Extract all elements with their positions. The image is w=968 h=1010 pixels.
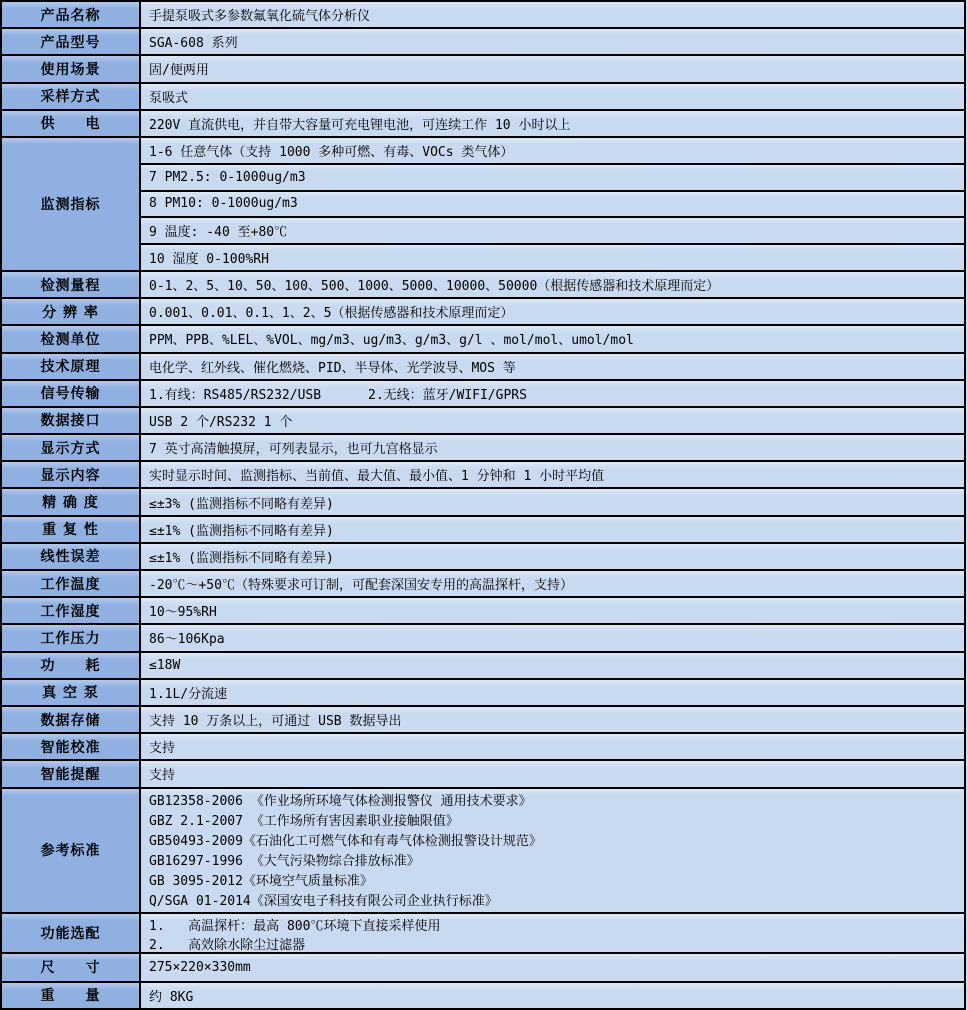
spec-row-smart-reminder <box>2 761 964 788</box>
spec-row-reference-standards <box>2 789 964 914</box>
spec-row-monitor-indicators <box>2 138 964 272</box>
row-value: 支持 <box>141 761 964 786</box>
spec-row-power <box>2 111 964 138</box>
spec-row-working-temp <box>2 571 964 598</box>
spec-row-smart-calibration <box>2 734 964 761</box>
row-label: 采样方式 <box>2 84 141 109</box>
monitor-item: 1-6 任意气体（支持 1000 多种可燃、有毒、VOCs 类气体） <box>141 138 964 165</box>
spec-row-accuracy <box>2 489 964 516</box>
standard-line: GB 3095-2012《环境空气质量标准》 <box>149 874 373 889</box>
row-value: 220V 直流供电，并自带大容量可充电锂电池，可连续工作 10 小时以上 <box>141 111 964 136</box>
spec-row-working-pressure <box>2 625 964 652</box>
monitor-item: 7 PM2.5: 0-1000ug/m3 <box>141 165 964 192</box>
spec-row-linearity-error <box>2 544 964 571</box>
row-value: 1.有线：RS485/RS232/USB 2.无线：蓝牙/WIFI/GPRS <box>141 381 964 406</box>
row-label: 信号传输 <box>2 381 141 406</box>
monitor-items <box>141 138 964 270</box>
row-label: 真 空 泵 <box>2 680 141 705</box>
row-value: ≤±1% (监测指标不同略有差异) <box>141 544 964 569</box>
standard-line: GB16297-1996 《大气污染物综合排放标准》 <box>149 854 420 869</box>
standard-line: Q/SGA 01-2014《深国安电子科技有限公司企业执行标准》 <box>149 894 498 909</box>
row-value: 约 8KG <box>141 983 964 1008</box>
row-label: 重 量 <box>2 983 141 1008</box>
spec-row-detection-range <box>2 272 964 299</box>
row-label: 监测指标 <box>2 138 141 270</box>
row-label: 产品名称 <box>2 2 141 27</box>
row-value: 支持 10 万条以上，可通过 USB 数据导出 <box>141 707 964 732</box>
row-label: 精 确 度 <box>2 489 141 514</box>
row-value: 1.1L/分流速 <box>141 680 964 705</box>
spec-row-display-mode <box>2 435 964 462</box>
spec-row-data-storage <box>2 707 964 734</box>
row-value: 0-1、2、5、10、50、100、500、1000、5000、10000、50000（根据传感器和技术原理而定） <box>141 272 964 297</box>
spec-row-dimensions <box>2 954 964 983</box>
row-label: 智能校准 <box>2 734 141 759</box>
row-value: 实时显示时间、监测指标、当前值、最大值、最小值、1 分钟和 1 小时平均值 <box>141 462 964 487</box>
monitor-item: 9 温度: -40 至+80℃ <box>141 218 964 245</box>
row-value: 275×220×330mm <box>141 954 964 981</box>
row-label: 智能提醒 <box>2 761 141 786</box>
row-label: 分 辨 率 <box>2 299 141 324</box>
row-label: 线性误差 <box>2 544 141 569</box>
row-label: 使用场景 <box>2 56 141 81</box>
spec-row-principle <box>2 354 964 381</box>
spec-row-sampling <box>2 84 964 111</box>
row-value: 7 英寸高清触摸屏，可列表显示，也可九宫格显示 <box>141 435 964 460</box>
row-value: 86～106Kpa <box>141 625 964 650</box>
row-label: 重 复 性 <box>2 517 141 542</box>
row-label: 工作温度 <box>2 571 141 596</box>
option-line: 2. 高效除水除尘过滤器 <box>149 937 306 953</box>
spec-row-resolution <box>2 299 964 326</box>
monitor-item: 10 湿度 0-100%RH <box>141 245 964 270</box>
row-label: 尺 寸 <box>2 954 141 981</box>
standard-line: GBZ 2.1-2007 《工作场所有害因素职业接触限值》 <box>149 814 459 829</box>
spec-row-display-content <box>2 462 964 489</box>
row-value: SGA-608 系列 <box>141 29 964 54</box>
spec-row-units <box>2 326 964 353</box>
spec-row-repeatability <box>2 517 964 544</box>
row-value: -20℃～+50℃（特殊要求可订制，可配套深国安专用的高温探杆，支持） <box>141 571 964 596</box>
row-label: 显示方式 <box>2 435 141 460</box>
spec-row-working-humidity <box>2 598 964 625</box>
row-label: 工作湿度 <box>2 598 141 623</box>
standard-line: GB12358-2006 《作业场所环境气体检测报警仪 通用技术要求》 <box>149 794 532 809</box>
options-list <box>141 914 964 952</box>
row-label: 参考标准 <box>2 789 141 912</box>
spec-row-optional-features <box>2 914 964 954</box>
row-value: ≤±3% (监测指标不同略有差异) <box>141 489 964 514</box>
option-line: 1. 高温探杆：最高 800℃环境下直接采样使用 <box>149 918 441 934</box>
row-value: ≤±1% (监测指标不同略有差异) <box>141 517 964 542</box>
row-label: 数据接口 <box>2 408 141 433</box>
row-value: 0.001、0.01、0.1、1、2、5（根据传感器和技术原理而定） <box>141 299 964 324</box>
standards-list <box>141 789 964 912</box>
spec-row-usage-scene <box>2 56 964 83</box>
row-label: 显示内容 <box>2 462 141 487</box>
row-label: 技术原理 <box>2 354 141 379</box>
spec-row-power-consumption <box>2 653 964 680</box>
row-label: 功 耗 <box>2 653 141 678</box>
row-label: 产品型号 <box>2 29 141 54</box>
row-value: 支持 <box>141 734 964 759</box>
row-value: 电化学、红外线、催化燃烧、PID、半导体、光学波导、MOS 等 <box>141 354 964 379</box>
spec-row-product-name <box>2 2 964 29</box>
spec-row-vacuum-pump <box>2 680 964 707</box>
spec-row-data-interface <box>2 408 964 435</box>
spec-row-weight <box>2 983 964 1008</box>
row-label: 检测单位 <box>2 326 141 351</box>
monitor-item: 8 PM10: 0-1000ug/m3 <box>141 192 964 219</box>
row-value: PPM、PPB、%LEL、%VOL、mg/m3、ug/m3、g/m3、g/l 、mol/mol、umol/mol <box>141 326 964 351</box>
row-value: 泵吸式 <box>141 84 964 109</box>
row-value: USB 2 个/RS232 1 个 <box>141 408 964 433</box>
spec-row-signal <box>2 381 964 408</box>
row-value: 手提泵吸式多参数氟氧化硫气体分析仪 <box>141 2 964 27</box>
row-value: ≤18W <box>141 653 964 678</box>
standard-line: GB50493-2009《石油化工可燃气体和有毒气体检测报警设计规范》 <box>149 834 542 849</box>
row-value: 10～95%RH <box>141 598 964 623</box>
spec-row-model <box>2 29 964 56</box>
row-value: 固/便两用 <box>141 56 964 81</box>
row-label: 检测量程 <box>2 272 141 297</box>
row-label: 供 电 <box>2 111 141 136</box>
row-label: 数据存储 <box>2 707 141 732</box>
row-label: 功能选配 <box>2 914 141 952</box>
row-label: 工作压力 <box>2 625 141 650</box>
